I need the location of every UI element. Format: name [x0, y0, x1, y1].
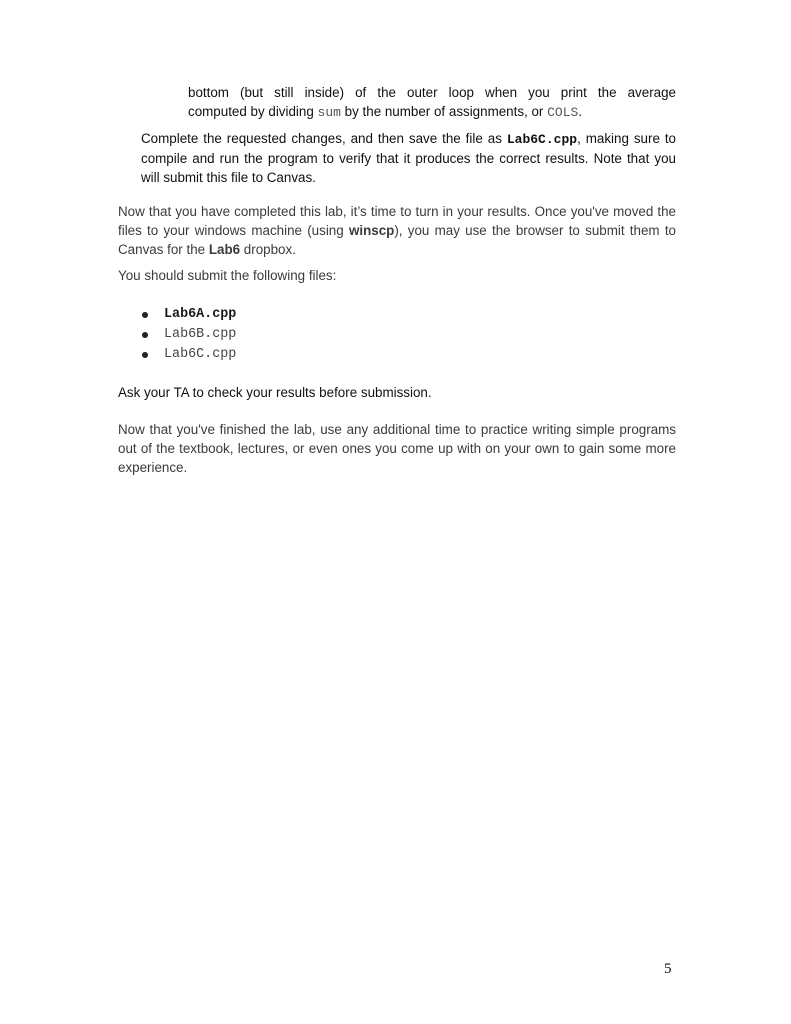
- text-run: computed by dividing: [188, 104, 318, 120]
- paragraph-submit-files-intro: [118, 266, 676, 285]
- text-run: bottom (but still inside) of the outer loop when you print the average: [188, 85, 676, 100]
- list-item: [140, 345, 236, 365]
- text-run: by the number of assignments, or: [340, 104, 548, 120]
- file-name: Lab6C.cpp: [164, 347, 237, 362]
- paragraph-submission: [118, 202, 676, 260]
- text-run: Complete the requested changes, and then save the file as: [141, 131, 507, 146]
- paragraph-line: [188, 83, 676, 102]
- file-list: [140, 305, 236, 365]
- text-run: Now that you've finished the lab, use any additional time to practice writing simple programs out of the textbook, lectures, or even ones you come up with on your own to gain some more experience.: [118, 422, 676, 476]
- text-run: You should submit the following files:: [118, 268, 337, 283]
- text-run: Now that you have completed this lab, it’s time to turn in your results. Once you've moved the files to your windows machine (using: [118, 204, 676, 239]
- file-name: Lab6A.cpp: [164, 307, 237, 322]
- bullet-icon: [142, 352, 148, 358]
- paragraph-practice: [118, 420, 676, 478]
- code-cols: COLS: [547, 105, 579, 121]
- paragraph-ta-check: [118, 383, 676, 402]
- paragraph-line: [188, 102, 676, 122]
- text-run: ), you may use the browser to submit them to Canvas for the: [118, 223, 676, 258]
- paragraph-save-instructions: [141, 129, 676, 188]
- list-item: [140, 325, 236, 345]
- text-run: .: [578, 104, 583, 120]
- text-run: dropbox.: [240, 242, 296, 258]
- text-run: Ask your TA to check your results before submission.: [118, 385, 432, 400]
- paragraph-loop-average: [188, 83, 676, 122]
- page-number: 5: [664, 961, 672, 977]
- list-item: [140, 305, 236, 325]
- file-name: Lab6B.cpp: [164, 327, 237, 342]
- bullet-icon: [142, 332, 148, 338]
- code-sum: sum: [317, 105, 341, 121]
- code-filename: Lab6C.cpp: [506, 132, 578, 147]
- tool-name: winscp: [348, 223, 395, 239]
- dropbox-name: Lab6: [208, 242, 241, 258]
- bullet-icon: [142, 312, 148, 318]
- text-run: , making sure to compile and run the program to verify that it produces the correct results. Note that you will submit this file to Canvas.: [141, 131, 676, 186]
